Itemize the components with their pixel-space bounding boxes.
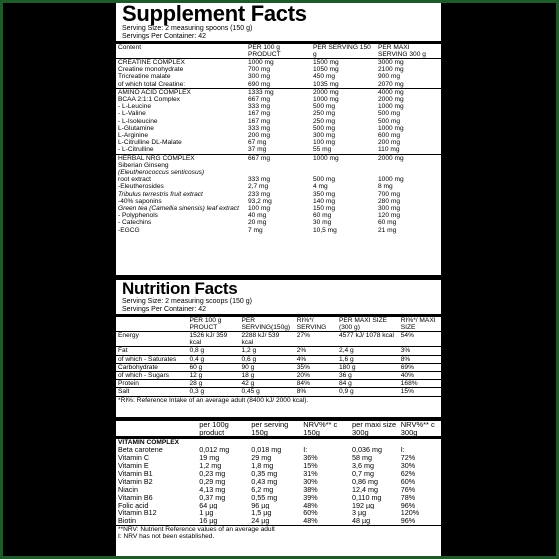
ingredient-name: L-Glutamine — [118, 124, 154, 132]
ingredient-amount — [376, 169, 441, 176]
nutrient-value: 168% — [400, 380, 418, 388]
vitamin-header-row — [116, 421, 441, 438]
ingredient-amount: 1000 mg — [313, 154, 339, 162]
ingredient-amount: 300 mg — [313, 132, 335, 140]
vitamin-value: 64 µg — [199, 501, 218, 510]
ingredient-name: root extract — [118, 176, 151, 184]
nutrient-value: 0,9 g — [339, 388, 354, 396]
nutrient-value: 2,4 g — [339, 347, 354, 355]
nutrition-header-blank — [116, 316, 188, 332]
nutrient-value: 12 g — [189, 372, 203, 380]
nutrient-value: 1,6 g — [339, 355, 354, 363]
ingredient-amount: 1333 mg — [248, 88, 274, 96]
nutrition-header-ri-serving: RI%*/ SERVING — [296, 317, 327, 331]
ingredient-amount: 700 mg — [378, 190, 400, 198]
ingredient-amount: 140 mg — [313, 197, 335, 205]
nutrition-header-per-100g: PER 100 g PROUCT — [189, 317, 222, 331]
vitamin-value: 62% — [400, 469, 416, 478]
ingredient-amount: 667 mg — [248, 154, 270, 162]
supplement-row — [116, 110, 441, 117]
vitamin-value: 96% — [400, 501, 416, 510]
ingredient-amount — [246, 169, 311, 176]
vitamin-table — [116, 421, 441, 541]
vitamin-value: 1,2 mg — [199, 462, 222, 470]
vitamin-row — [116, 517, 441, 525]
ingredient-name: -40% saponins — [118, 197, 162, 205]
ingredient-amount: 1035 mg — [313, 80, 339, 88]
ingredient-amount: 1050 mg — [313, 66, 339, 74]
vitamin-value: 0,23 mg — [199, 469, 226, 478]
nutrient-value: 180 g — [339, 363, 356, 371]
nutrient-value: 2% — [296, 347, 307, 355]
vitamin-value: 12,4 mg — [352, 485, 378, 494]
vitamin-row — [116, 494, 441, 502]
nutrition-header-maxi: PER MAXI SIZE (300 g) — [339, 317, 387, 331]
vitamin-value: 0,036 mg — [352, 446, 382, 455]
vitamin-value: 0,012 mg — [199, 446, 230, 455]
vitamin-name: Vitamin C — [118, 454, 150, 463]
vitamin-name: Beta carotene — [118, 446, 163, 455]
vitamin-value: 1 µg — [199, 509, 214, 518]
nutrient-value: 1,2 g — [241, 347, 257, 355]
ingredient-amount: 250 mg — [313, 117, 335, 125]
ingredient-name: Siberian Ginseng — [118, 161, 169, 169]
vitamin-value: 39% — [303, 493, 318, 502]
ingredient-amount — [246, 162, 311, 169]
ingredient-amount — [376, 162, 441, 169]
supplement-row — [116, 81, 441, 89]
vitamin-value: 6,2 mg — [251, 485, 274, 494]
ingredient-amount: 100 mg — [313, 139, 335, 147]
vitamin-complex-label: VITAMIN COMPLEX — [118, 439, 180, 446]
ingredient-amount: 120 mg — [378, 212, 400, 220]
ingredient-amount: 690 mg — [248, 80, 270, 88]
vitamin-value: I: — [400, 446, 405, 455]
nutrient-value: 84% — [296, 380, 310, 388]
ingredient-amount: 700 mg — [248, 66, 270, 74]
vitamin-row — [116, 486, 441, 494]
ingredient-amount: 333 mg — [248, 124, 270, 132]
supplement-row — [116, 66, 441, 73]
ingredient-amount: 200 mg — [248, 132, 270, 140]
ingredient-amount: 900 mg — [378, 73, 400, 81]
ingredient-name: -EGCG — [118, 226, 140, 234]
supplement-row — [116, 73, 441, 80]
nutrient-value: 42 g — [241, 380, 255, 388]
nutrition-header-per-serving: PER SERVING(150g) — [241, 317, 291, 331]
vitamin-value: 0,018 mg — [251, 446, 282, 455]
ingredient-amount: 167 mg — [248, 110, 270, 118]
vitamin-footnote-row-1 — [116, 526, 441, 534]
vitamin-value: 72% — [400, 454, 416, 463]
vitamin-row — [116, 502, 441, 510]
ingredient-amount: 1000 mg — [313, 96, 339, 104]
vitamin-value: 78% — [400, 493, 416, 502]
supplement-row — [116, 212, 441, 219]
vitamin-name: Niacin — [118, 485, 138, 494]
nutrition-table — [116, 314, 441, 404]
vitamin-row — [116, 446, 441, 454]
vitamin-value: 30% — [303, 477, 318, 486]
vitamin-value: 48% — [303, 501, 318, 510]
ingredient-name: BCAA 2:1:1 Complex — [118, 96, 180, 104]
ingredient-name: Tricreatine malate — [118, 73, 171, 81]
nutrition-header-row — [116, 316, 441, 332]
nutrition-header-ri-maxi: RI%*/ MAXI SIZE — [400, 317, 436, 331]
vitamin-panel — [116, 421, 441, 556]
ingredient-amount: 500 mg — [313, 124, 335, 132]
supplement-row — [116, 227, 441, 234]
vitamin-value: 0,110 mg — [352, 493, 382, 502]
vitamin-header-nrv-150: NRV%** c 150g — [303, 421, 338, 437]
ingredient-amount: 1000 mg — [378, 103, 404, 111]
vitamin-name: Vitamin E — [118, 462, 149, 470]
nutrition-row — [116, 372, 441, 380]
ingredient-amount: 67 mg — [248, 139, 267, 147]
ingredient-amount: 250 mg — [313, 110, 335, 118]
nutrient-value: 69% — [400, 363, 414, 371]
nutrition-row — [116, 347, 441, 355]
supplement-row — [116, 132, 441, 139]
ingredient-amount: 1500 mg — [313, 59, 339, 66]
ingredient-name: L-Arginine — [118, 132, 149, 140]
nutrition-row — [116, 332, 441, 347]
serving-size: Serving Size: 2 measuring spoons (150 g) — [122, 25, 253, 32]
nutrient-name: of which - Saturates — [118, 355, 177, 363]
ingredient-amount: 2,7 mg — [248, 183, 269, 191]
supplement-row — [116, 176, 441, 183]
header-content: Content — [118, 44, 142, 51]
vitamin-value: 16 µg — [199, 517, 218, 526]
vitamin-row — [116, 470, 441, 478]
ingredient-amount: 8 mg — [378, 183, 393, 191]
vitamin-header-per-serving: per serving 150g — [251, 421, 289, 437]
ingredient-amount: 600 mg — [378, 132, 400, 140]
vitamin-value: 0,37 mg — [199, 493, 226, 502]
servings-per-container: Servings Per Container: 42 — [122, 33, 207, 40]
supplement-facts-title: Supplement Facts — [122, 1, 307, 26]
vitamin-value: 60% — [303, 509, 318, 518]
nutrition-row — [116, 355, 441, 363]
nutrition-serving-size: Serving Size: 2 measuring scoops (150 g) — [122, 298, 252, 305]
nutrient-value: 60 g — [189, 363, 203, 371]
nutrient-value: 27% — [296, 332, 310, 339]
ingredient-amount: 40 mg — [248, 212, 267, 220]
vitamin-footnote-row-2 — [116, 533, 441, 540]
ingredient-amount: 500 mg — [378, 110, 400, 118]
ingredient-amount: 7 mg — [248, 226, 263, 234]
vitamin-header-per-100g: per 100g product — [199, 421, 229, 437]
vitamin-value: 0,35 mg — [251, 469, 278, 478]
supplement-row — [116, 125, 441, 132]
ingredient-amount: 333 mg — [248, 176, 270, 184]
nutrient-value: 20% — [296, 372, 310, 380]
vitamin-value: 60% — [400, 477, 416, 486]
vitamin-name: Folic acid — [118, 501, 149, 510]
supplement-row — [116, 219, 441, 226]
vitamin-value: 48 µg — [352, 517, 371, 526]
nutrient-value: 0,3 g — [189, 388, 205, 396]
supplement-row — [116, 169, 441, 176]
nutrient-value: 0,8 g — [189, 347, 205, 355]
ingredient-amount: 93,2 mg — [248, 197, 272, 205]
nutrient-value: 90 g — [241, 363, 255, 371]
supplement-row — [116, 103, 441, 110]
vitamin-value: 15% — [303, 462, 318, 470]
vitamin-value: 29 mg — [251, 454, 272, 463]
vitamin-value: 76% — [400, 485, 416, 494]
supplement-row — [116, 205, 441, 212]
nutrient-value: 2288 kJ/ 539 kcal — [241, 332, 280, 347]
ingredient-amount: 500 mg — [313, 176, 335, 184]
nutrient-name: Energy — [118, 332, 139, 339]
vitamin-row — [116, 478, 441, 486]
ingredient-name: - L-Isoleucine — [118, 117, 158, 125]
ingredient-amount: 333 mg — [248, 103, 270, 111]
ingredient-name: - L-Leucine — [118, 103, 151, 111]
ingredient-name: - L-Citrulline — [118, 146, 154, 154]
ingredient-amount: 20 mg — [248, 219, 267, 227]
ingredient-amount: 10,5 mg — [313, 226, 337, 234]
vitamin-name: Vitamin B12 — [118, 509, 157, 518]
supplement-row — [116, 59, 441, 67]
ingredient-amount: 300 mg — [378, 205, 400, 213]
vitamin-value: 1,5 µg — [251, 509, 272, 518]
nutrition-row — [116, 380, 441, 388]
supplement-header-row — [116, 43, 441, 59]
ingredient-amount: 110 mg — [378, 146, 400, 154]
nutrition-footnote: *RI%: Reference Intake of an average adult (8400 kJ/ 2000 kcal). — [118, 396, 309, 404]
nutrition-facts-title: Nutrition Facts — [122, 279, 238, 298]
nutrient-name: Fat — [118, 347, 128, 355]
vitamin-header-maxi: per maxi size 300g — [352, 421, 397, 437]
nutrient-value: 0,6 g — [241, 355, 257, 363]
ingredient-amount: 2100 mg — [378, 66, 404, 74]
nutrient-value: 18 g — [241, 372, 255, 380]
nutrition-facts-panel — [116, 280, 441, 417]
vitamin-value: 19 mg — [199, 454, 220, 463]
ingredient-amount: 37 mg — [248, 146, 267, 154]
ingredient-name: HERBAL NRG COMPLEX — [118, 154, 195, 162]
vitamin-name: Biotin — [118, 517, 136, 526]
ingredient-name: - Polyphenols — [118, 212, 158, 220]
vitamin-name: Vitamin B6 — [118, 493, 153, 502]
header-per-maxi: PER MAXI SERVING 300 g — [378, 44, 426, 58]
supplement-table — [116, 41, 441, 234]
ingredient-amount: 667 mg — [248, 96, 270, 104]
nutrient-value: 36 g — [339, 372, 352, 380]
vitamin-value: 96 µg — [251, 501, 270, 510]
nutrient-value: 40% — [400, 372, 414, 380]
ingredient-name: Creatine monohydrate — [118, 66, 184, 74]
vitamin-value: 38% — [303, 485, 318, 494]
vitamin-value: 0,43 mg — [251, 477, 278, 486]
nutrient-value: 0,45 g — [241, 388, 260, 396]
ingredient-name: -Eleutherosides — [118, 183, 164, 191]
ingredient-amount: 55 mg — [313, 146, 332, 154]
ingredient-amount: 2000 mg — [378, 96, 404, 104]
nutrient-name: Salt — [118, 388, 130, 396]
nutrient-name: Carbohydrate — [118, 363, 158, 371]
vitamin-value: 36% — [303, 454, 318, 463]
vitamin-value: 58 mg — [352, 454, 372, 463]
ingredient-amount: 500 mg — [313, 103, 335, 111]
vitamin-header-blank — [116, 421, 197, 438]
vitamin-name: Vitamin B2 — [118, 477, 153, 486]
nutrition-row — [116, 363, 441, 371]
nutrition-footnote-row — [116, 396, 441, 404]
supplement-row — [116, 154, 441, 162]
ingredient-name: Green tea (Camellia sinensis) leaf extract — [118, 205, 239, 213]
ingredient-amount: 1000 mg — [378, 176, 404, 184]
ingredient-amount: 3000 mg — [378, 59, 404, 66]
vitamin-value: 3,6 mg — [352, 462, 374, 470]
ingredient-amount: 60 mg — [313, 212, 332, 220]
nutrition-servings: Servings Per Container: 42 — [122, 306, 207, 313]
vitamin-name: Vitamin B1 — [118, 469, 153, 478]
vitamin-row — [116, 462, 441, 470]
ingredient-amount: 30 mg — [313, 219, 332, 227]
nutrient-value: 4577 kJ/ 1078 kcal — [339, 332, 394, 339]
nutrient-value: 35% — [296, 363, 310, 371]
supplement-row — [116, 146, 441, 154]
ingredient-amount: 350 mg — [313, 190, 335, 198]
ingredient-name: L-Citrulline DL-Malate — [118, 139, 182, 147]
vitamin-value: 24 µg — [251, 517, 270, 526]
vitamin-value: I: — [303, 446, 308, 455]
nutrient-value: 1526 kJ/ 359 kcal — [189, 332, 228, 347]
ingredient-amount: 4 mg — [313, 183, 328, 191]
ingredient-amount: 4000 mg — [378, 88, 404, 96]
ingredient-amount: 2000 mg — [378, 154, 404, 162]
supplement-row — [116, 198, 441, 205]
vitamin-value: 31% — [303, 469, 318, 478]
ingredient-amount: 167 mg — [248, 117, 270, 125]
vitamin-value: 30% — [400, 462, 416, 470]
nutrient-value: 15% — [400, 388, 414, 396]
ingredient-amount: 1000 mg — [378, 124, 404, 132]
nutrient-value: 0,4 g — [189, 355, 205, 363]
vitamin-footnote-nrv: **NRV: Nutrient Reference values of an average adult — [118, 526, 275, 534]
nutrient-value: 84 g — [339, 380, 352, 388]
ingredient-amount: 2000 mg — [313, 88, 339, 96]
ingredient-name: (Eleutherococcus senticosus) — [118, 169, 205, 177]
vitamin-row — [116, 454, 441, 462]
ingredient-name: of which total Creatine: — [118, 80, 186, 88]
nutrient-value: 54% — [400, 332, 414, 339]
nutrient-name: Protein — [118, 380, 139, 388]
ingredient-amount: 21 mg — [378, 226, 397, 234]
ingredient-amount: 2070 mg — [378, 80, 404, 88]
supplement-row — [116, 191, 441, 198]
nutrient-value: 8% — [400, 355, 411, 363]
ingredient-name: - Catechins — [118, 219, 152, 227]
ingredient-name: CREATINE COMPLEX — [118, 59, 185, 66]
supplement-row — [116, 96, 441, 103]
ingredient-amount: 1000 mg — [248, 59, 274, 66]
vitamin-value: 96% — [400, 517, 416, 526]
nutrient-name: of which - Sugars — [118, 372, 169, 380]
header-per-serving: PER SERVING 150 g — [313, 44, 371, 58]
ingredient-amount: 150 mg — [313, 205, 335, 213]
supplement-row — [116, 118, 441, 125]
vitamin-row — [116, 509, 441, 517]
vitamin-section-row — [116, 438, 441, 447]
supplement-row — [116, 139, 441, 146]
nutrient-value: 28 g — [189, 380, 203, 388]
nutrient-value: 4% — [296, 355, 307, 363]
ingredient-name: - L-Valine — [118, 110, 146, 118]
ingredient-amount: 300 mg — [248, 73, 270, 81]
ingredient-name: AMINO ACID COMPLEX — [118, 88, 191, 96]
vitamin-value: 48% — [303, 517, 318, 526]
vitamin-value: 3 µg — [352, 509, 367, 518]
nutrient-value: 8% — [296, 388, 307, 396]
ingredient-amount: 233 mg — [248, 190, 270, 198]
vitamin-value: 120% — [400, 509, 420, 518]
ingredient-amount: 200 mg — [378, 139, 400, 147]
nutrient-value: 3% — [400, 347, 411, 355]
supplement-facts-panel — [116, 3, 441, 275]
header-per-100g: PER 100 g PRODUCT — [248, 44, 281, 58]
vitamin-value: 0,7 mg — [352, 469, 374, 478]
vitamin-value: 0,86 mg — [352, 477, 378, 486]
ingredient-amount: 450 mg — [313, 73, 335, 81]
ingredient-amount — [311, 169, 376, 176]
vitamin-value: 1,8 mg — [251, 462, 274, 470]
ingredient-amount: 280 mg — [378, 197, 400, 205]
ingredient-amount: 60 mg — [378, 219, 397, 227]
vitamin-value: 0,55 mg — [251, 493, 278, 502]
ingredient-name: Tribulus terrestris fruit extract — [118, 190, 203, 198]
supplement-row — [116, 162, 441, 169]
vitamin-header-nrv-300: NRV%** c 300g — [400, 421, 435, 437]
ingredient-amount — [311, 162, 376, 169]
vitamin-value: 0,29 mg — [199, 477, 226, 486]
ingredient-amount: 500 mg — [378, 117, 400, 125]
supplement-row — [116, 183, 441, 190]
ingredient-amount: 100 mg — [248, 205, 270, 213]
nutrition-row — [116, 388, 441, 396]
supplement-row — [116, 88, 441, 96]
vitamin-footnote-not-established: I: NRV has not been established. — [118, 533, 215, 541]
vitamin-value: 4,13 mg — [199, 485, 226, 494]
vitamin-value: 192 µg — [352, 501, 375, 510]
